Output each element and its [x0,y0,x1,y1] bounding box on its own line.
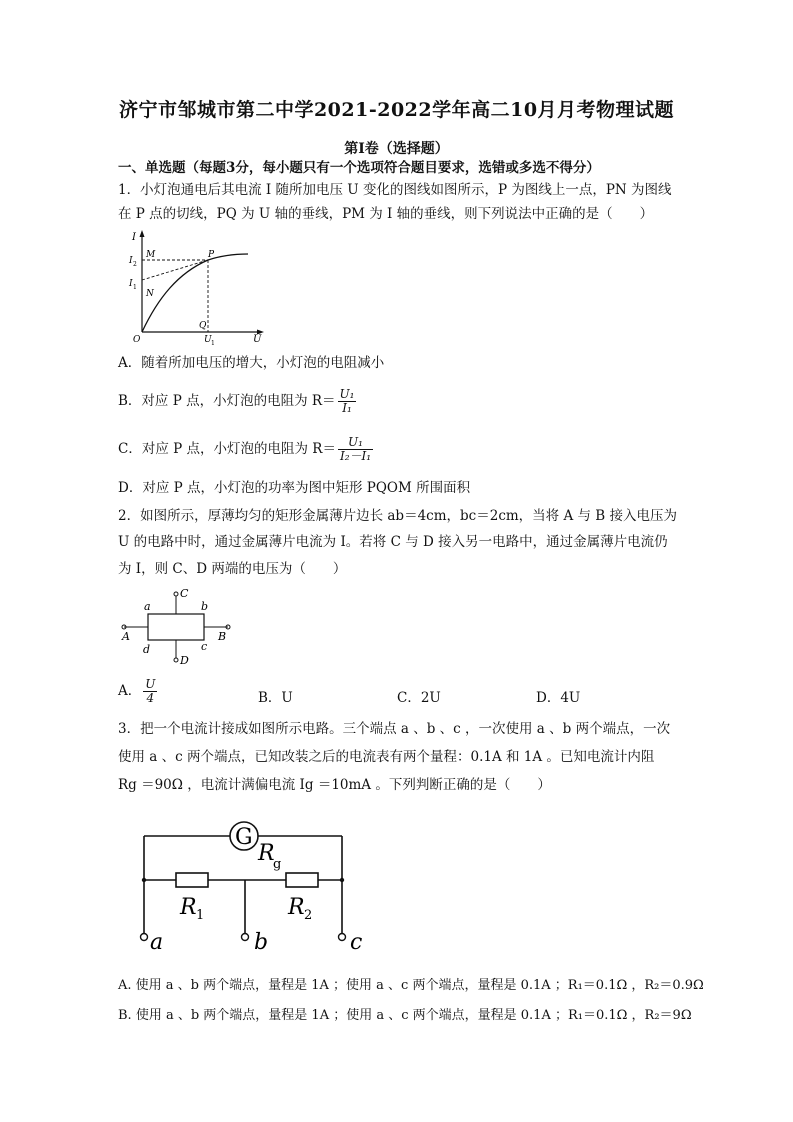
circuit-label-R2: R [288,895,305,920]
plate-label-d: d [143,643,151,656]
q3-option-b: B. 使用 a 、b 两个端点，量程是 1A ；使用 a 、c 两个端点，量程是 0.1A ；R₁＝0.1Ω ，R₂＝9Ω [118,1008,692,1023]
q1-option-a: A．随着所加电压的增大，小灯泡的电阻减小 [118,355,385,371]
graph-label-M: M [146,250,156,260]
graph-label-I2-sub: 2 [133,261,137,268]
q2-option-d: D．4U [536,690,581,706]
part-heading: 一、单选题（每题3分，每小题只有一个选项符合题目要求，选错或多选不得分） [118,160,600,176]
q3-galvanometer-circuit [130,818,370,958]
circuit-label-b: b [254,930,269,955]
q3-stem-line1: 3．把一个电流计接成如图所示电路。三个端点 a 、b 、c ，一次使用 a 、b 两个端点，一次 [118,721,671,737]
graph-label-I1-sub: 1 [133,284,137,291]
graph-label-U1: U [204,335,212,345]
plate-label-D: D [180,654,189,667]
q1-iu-graph [128,228,268,346]
q1-option-d: D．对应 P 点，小灯泡的功率为图中矩形 PQOM 所围面积 [118,480,471,496]
q1-stem-line2: 在 P 点的切线，PQ 为 U 轴的垂线，PM 为 I 轴的垂线，则下列说法中正确的是（ ） [118,206,654,222]
plate-label-A: A [122,630,130,643]
q1-option-b: B．对应 P 点，小灯泡的电阻为 R＝ $\frac{\text{U₁}}{\text{I₁}}$ [118,387,355,415]
graph-label-U1-sub: 1 [211,340,215,346]
q2-stem-line1: 2．如图所示，厚薄均匀的矩形金属薄片边长 ab＝4cm，bc＝2cm，当将 A 与 B 接入电压为 [118,508,678,524]
q2-stem-line3: 为 I，则 C、D 两端的电压为（ ） [118,561,347,577]
plate-label-C: C [180,587,189,600]
graph-label-I: I [132,232,136,243]
graph-label-N: N [146,289,154,299]
circuit-label-G: G [235,825,253,850]
graph-label-U: U [253,334,262,345]
circuit-label-R1: R [180,895,197,920]
q2-stem-line2: U 的电路中时，通过金属薄片电流为 I。若将 C 与 D 接入另一电路中，通过金属薄片电流仍 [118,534,668,550]
q1-option-b-fraction: $\frac{\text{U₁}}{\text{I₁}}$ [339,387,355,415]
circuit-label-R2-sub: 2 [304,908,313,923]
plate-label-b: b [201,600,209,613]
q1-stem-line1: 1．小灯泡通电后其电流 I 随所加电压 U 变化的图线如图所示，P 为图线上一点，PN 为图线 [118,182,672,198]
graph-label-Q: Q [199,321,207,331]
plate-label-c: c [201,640,208,653]
q3-stem-line3: Rg ＝90Ω ，电流计满偏电流 Ig ＝10mA 。下列判断正确的是（ ） [118,777,551,793]
q2-option-a-fraction: $\frac{U}{4}$ [145,677,156,705]
graph-label-I1: I [129,279,133,289]
graph-label-I2: I [129,256,133,266]
graph-label-O: O [133,335,141,345]
circuit-label-a: a [150,930,164,955]
circuit-label-R1-sub: 1 [196,908,205,923]
q2-option-a: A． $\frac{U}{4}$ [118,677,156,705]
q1-option-c-fraction: $\frac{\text{U₁}}{\text{I₂－I₁}}$ [339,435,372,463]
plate-label-a: a [144,600,151,613]
plate-label-B: B [218,630,227,643]
q1-option-c: C．对应 P 点，小灯泡的电阻为 R＝ $\frac{\text{U₁}}{\text{I₂－I₁}}$ [118,435,372,463]
q3-stem-line2: 使用 a 、c 两个端点，已知改装之后的电流表有两个量程：0.1A 和 1A 。已知电流计内阻 [118,749,655,765]
graph-label-P: P [208,250,215,260]
q3-option-a: A. 使用 a 、b 两个端点，量程是 1A ；使用 a 、c 两个端点，量程是 0.1A ；R₁＝0.1Ω ，R₂＝0.9Ω [118,978,704,993]
circuit-label-Rg-sub: g [273,857,282,872]
q2-option-b: B．U [258,690,293,706]
q2-option-c: C．2U [397,690,441,706]
circuit-label-c: c [350,930,363,955]
section-title: 第I卷（选择题） [344,141,449,157]
circuit-label-Rg: R [258,841,275,866]
q2-metal-plate-figure [118,586,238,670]
exam-title: 济宁市邹城市第二中学2021-2022学年高二10月月考物理试题 [118,99,675,121]
